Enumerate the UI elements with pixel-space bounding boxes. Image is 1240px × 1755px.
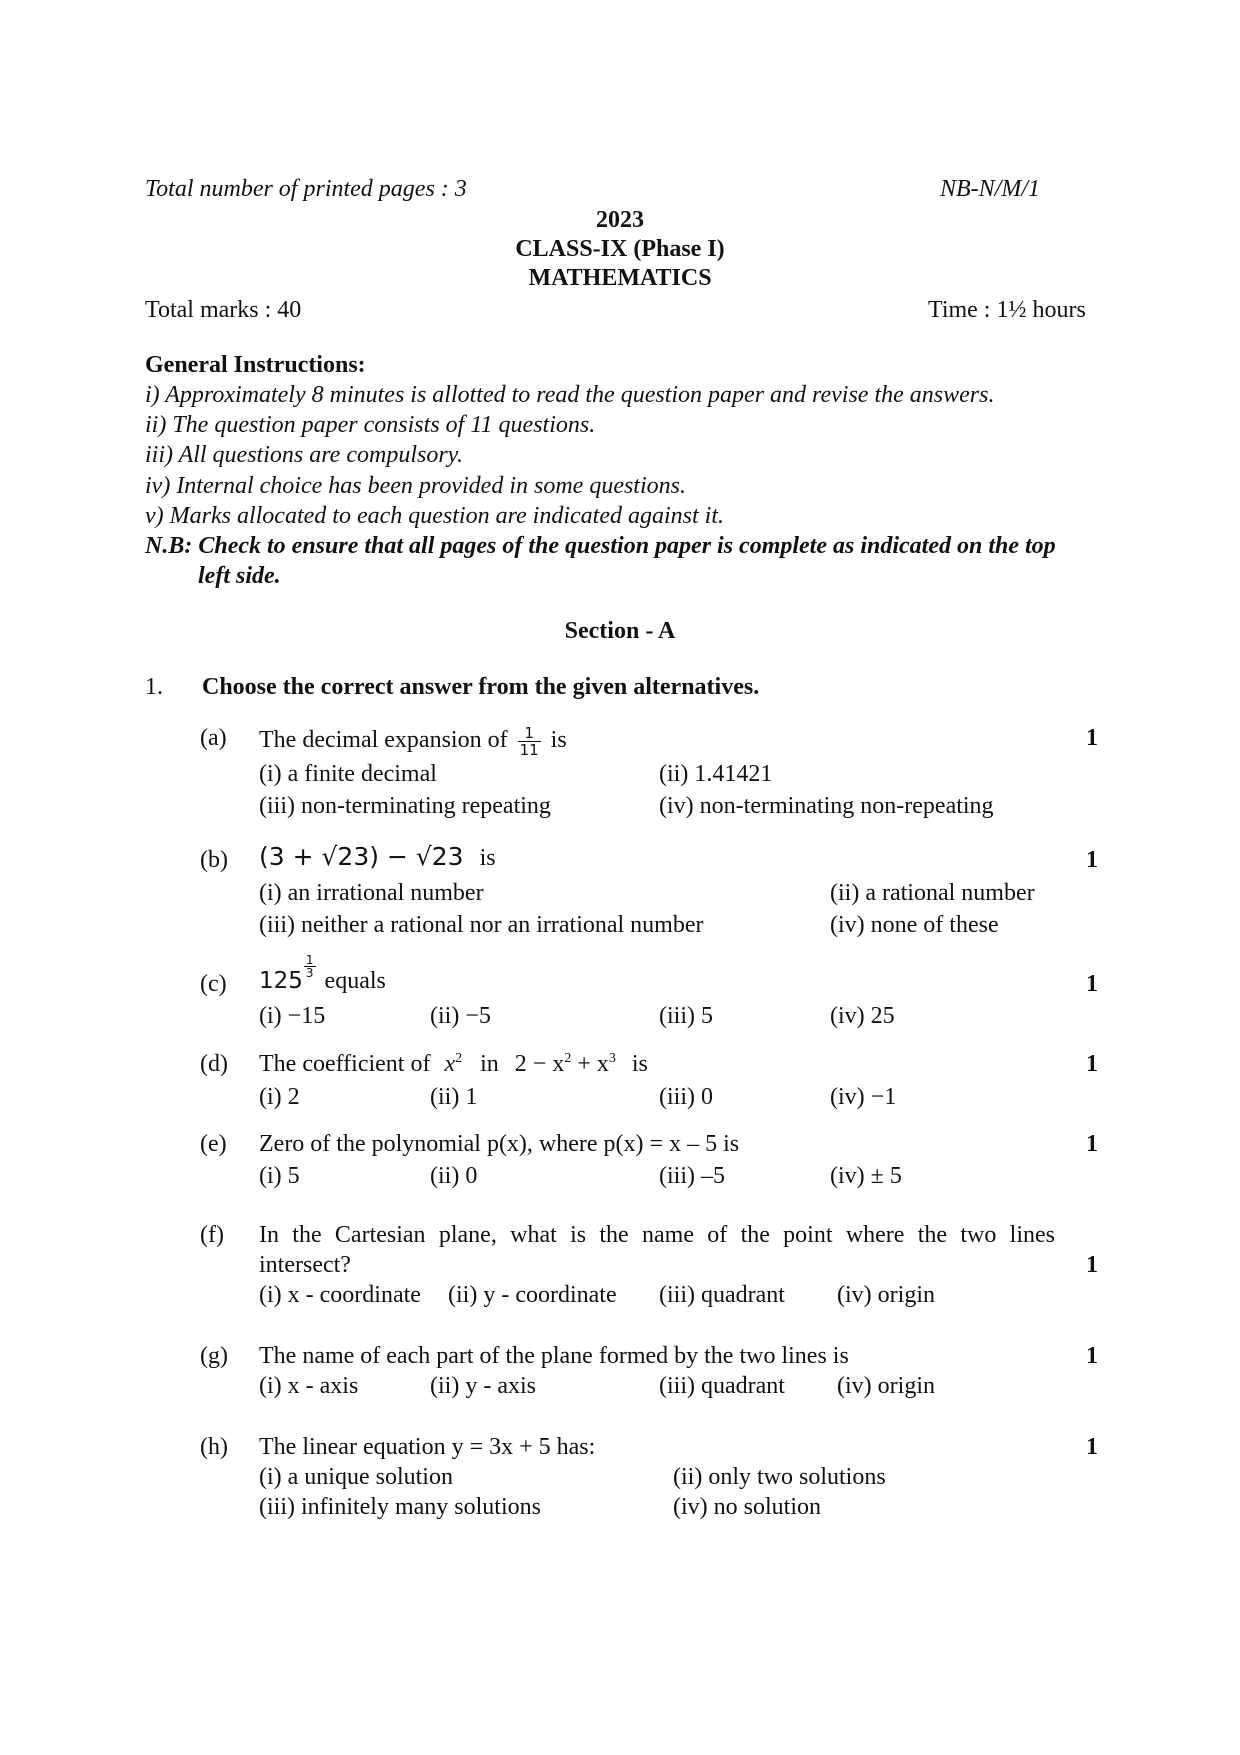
option: (i) an irrational number <box>259 880 484 906</box>
option: (ii) a rational number <box>830 880 1035 906</box>
exam-year: 2023 <box>596 207 644 233</box>
question-prompt: Choose the correct answer from the given alternatives. <box>202 674 760 700</box>
option: (i) 5 <box>259 1163 300 1189</box>
part-label: (d) <box>200 1051 228 1077</box>
option: (i) −15 <box>259 1003 326 1029</box>
subject-title: MATHEMATICS <box>528 265 712 291</box>
option: (ii) 0 <box>430 1163 478 1189</box>
option: (i) x - coordinate <box>259 1282 421 1308</box>
instruction-item: ii) The question paper consists of 11 questions. <box>145 412 596 438</box>
question-number: 1. <box>145 674 163 700</box>
option: (ii) only two solutions <box>673 1464 886 1490</box>
option: (iv) none of these <box>830 912 999 938</box>
question-text: The decimal expansion of $\frac{1}{11}$ is <box>259 723 567 759</box>
instruction-item: i) Approximately 8 minutes is allotted to read the question paper and revise the answers. <box>145 382 995 408</box>
option: (ii) y - axis <box>430 1373 536 1399</box>
instructions-heading: General Instructions: <box>145 352 366 378</box>
option: (iii) neither a rational nor an irrational number <box>259 912 704 938</box>
marks: 1 <box>1086 971 1098 997</box>
marks: 1 <box>1086 1051 1098 1077</box>
total-marks: Total marks : 40 <box>145 297 302 323</box>
question-text: (3 + √23) − √23 is <box>259 842 496 871</box>
nb-note: N.B: Check to ensure that all pages of the question paper is complete as indicated on the top <box>145 533 1056 559</box>
option: (iv) −1 <box>830 1084 897 1110</box>
option: (ii) y - coordinate <box>448 1282 617 1308</box>
option: (iii) quadrant <box>659 1373 785 1399</box>
marks: 1 <box>1086 847 1098 873</box>
option: (i) 2 <box>259 1084 300 1110</box>
question-text: The coefficient of $x^2$ in $2 - x^2 + x^3$ is <box>259 1051 648 1077</box>
option: (iv) origin <box>837 1282 935 1308</box>
option: (iv) non-terminating non-repeating <box>659 793 994 819</box>
math-expression: (3 + √23) − √23 <box>259 842 464 871</box>
option: (iv) ± 5 <box>830 1163 902 1189</box>
part-label: (c) <box>200 971 227 997</box>
marks: 1 <box>1086 1131 1098 1157</box>
part-label: (b) <box>200 847 228 873</box>
marks: 1 <box>1086 1434 1098 1460</box>
option: (ii) 1 <box>430 1084 478 1110</box>
option: (iv) no solution <box>673 1494 821 1520</box>
time-allowed: Time : 1½ hours <box>928 297 1086 323</box>
marks: 1 <box>1086 1252 1098 1278</box>
marks: 1 <box>1086 1343 1098 1369</box>
part-label: (a) <box>200 725 227 751</box>
option: (ii) 1.41421 <box>659 761 773 787</box>
question-text: 125 $\frac{1}{3}$ equals <box>259 953 386 994</box>
instruction-item: iv) Internal choice has been provided in some questions. <box>145 473 686 499</box>
marks: 1 <box>1086 725 1098 751</box>
printed-pages-note: Total number of printed pages : 3 <box>145 176 467 202</box>
option: (iv) origin <box>837 1373 935 1399</box>
option: (iii) quadrant <box>659 1282 785 1308</box>
question-text: Zero of the polynomial p(x), where p(x) = x – 5 is <box>259 1131 740 1157</box>
option: (iii) non-terminating repeating <box>259 793 551 819</box>
option: (ii) −5 <box>430 1003 491 1029</box>
option: (i) x - axis <box>259 1373 359 1399</box>
nb-note-cont: left side. <box>198 563 281 589</box>
part-label: (f) <box>200 1222 224 1248</box>
option: (iii) 5 <box>659 1003 713 1029</box>
class-title: CLASS-IX (Phase I) <box>515 236 725 262</box>
option: (iii) 0 <box>659 1084 713 1110</box>
option: (i) a unique solution <box>259 1464 453 1490</box>
question-text: The linear equation y = 3x + 5 has: <box>259 1434 596 1460</box>
section-heading: Section - A <box>564 618 676 644</box>
question-text: In the Cartesian plane, what is the name of the point where the two lines <box>259 1222 1055 1248</box>
question-text: The name of each part of the plane formed by the two lines is <box>259 1343 849 1369</box>
fraction-exponent: $\frac{1}{3}$ <box>305 953 314 980</box>
part-label: (g) <box>200 1343 228 1369</box>
part-label: (e) <box>200 1131 227 1157</box>
option: (i) a finite decimal <box>259 761 437 787</box>
fraction: $\frac{1}{11}$ <box>519 723 539 759</box>
instruction-item: iii) All questions are compulsory. <box>145 442 463 468</box>
option: (iii) infinitely many solutions <box>259 1494 541 1520</box>
part-label: (h) <box>200 1434 228 1460</box>
paper-code: NB-N/M/1 <box>940 176 1040 202</box>
math-base: 125 <box>259 968 303 994</box>
question-text-cont: intersect? <box>259 1252 351 1278</box>
option: (iii) –5 <box>659 1163 725 1189</box>
option: (iv) 25 <box>830 1003 895 1029</box>
instruction-item: v) Marks allocated to each question are indicated against it. <box>145 503 724 529</box>
